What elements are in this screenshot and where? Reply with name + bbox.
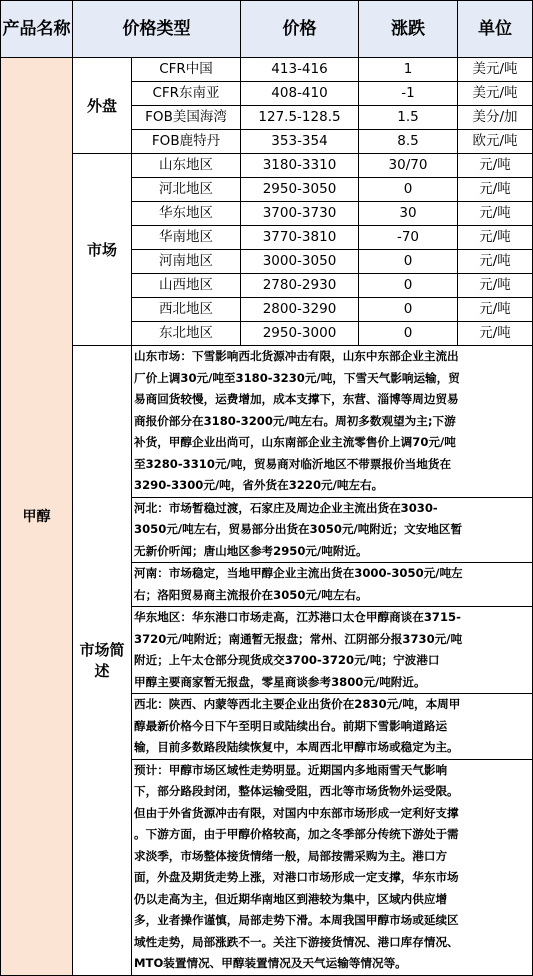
table-row xyxy=(1,58,533,82)
unit-cell: 元/吨 xyxy=(458,202,533,226)
group-market-summary: 市场简述 xyxy=(73,346,132,976)
change-cell: 0 xyxy=(359,322,458,346)
summary-line: 3720元/吨附近；南通暂无报盘；常州、江阴部分报3730元/吨 xyxy=(134,631,463,646)
summary-paragraph xyxy=(132,346,533,498)
price-cell: 2950-3050 xyxy=(241,178,359,202)
change-cell: 1 xyxy=(359,58,458,82)
change-cell: 0 xyxy=(359,178,458,202)
summary-line: 山东市场：下雪影响西北货源冲击有限，山东中东部企业主流出 xyxy=(134,349,459,363)
header-unit: 单位 xyxy=(458,1,533,58)
summary-line: 仍以走高为主，但近期华南地区到港较为集中，区域内供应增 xyxy=(134,891,448,906)
change-cell: 30 xyxy=(359,202,458,226)
summary-line: 求淡季，市场整体接货情绪一般，局部按需采购为主。港口方 xyxy=(134,848,448,863)
product-name-cell: 甲醇 xyxy=(1,58,73,976)
unit-cell: 元/吨 xyxy=(458,322,533,346)
change-cell: 0 xyxy=(359,274,458,298)
price-type-cell: 山西地区 xyxy=(132,274,241,298)
summary-paragraph xyxy=(132,607,533,694)
summary-line: 多，业者操作谨慎，局部走势下滑。本周我国甲醇市场或延续区 xyxy=(134,913,459,927)
summary-paragraph xyxy=(132,759,533,975)
summary-paragraph xyxy=(132,497,533,563)
summary-line: 3290-3300元/吨，省外货在3220元/吨左右。 xyxy=(134,478,384,492)
price-type-cell: FOB鹿特丹 xyxy=(132,130,241,154)
price-type-cell: FOB美国海湾 xyxy=(132,106,241,130)
summary-row xyxy=(1,346,533,498)
summary-line: 无新价听闻；唐山地区参考2950元/吨附近。 xyxy=(134,543,368,558)
summary-line: 右；洛阳贸易商主流报价在3050元/吨左右。 xyxy=(134,587,368,602)
summary-line: MTO装置情况、甲醇装置情况及天气运输等情况等。 xyxy=(134,956,407,970)
change-cell: 30/70 xyxy=(359,154,458,178)
price-cell: 2800-3290 xyxy=(241,298,359,322)
change-cell: 8.5 xyxy=(359,130,458,154)
unit-cell: 美分/加 xyxy=(458,106,533,130)
group-domestic-market: 市场 xyxy=(73,154,132,346)
change-cell: -70 xyxy=(359,226,458,250)
unit-cell: 欧元/吨 xyxy=(458,130,533,154)
unit-cell: 美元/吨 xyxy=(458,58,533,82)
group-outer-market: 外盘 xyxy=(73,58,132,154)
price-cell: 3000-3050 xyxy=(241,250,359,274)
change-cell: -1 xyxy=(359,82,458,106)
unit-cell: 元/吨 xyxy=(458,274,533,298)
price-type-cell: 河南地区 xyxy=(132,250,241,274)
summary-line: 商报价部分在3180-3200元/吨左右。周初多数观望为主;下游 xyxy=(134,413,456,428)
header-change: 涨跌 xyxy=(359,1,458,58)
price-cell: 408-410 xyxy=(241,82,359,106)
summary-line: 醇最新价格今日下午至明日或陆续出台。前期下雪影响道路运 xyxy=(134,718,448,733)
summary-line: 附近；上午太仓部分现货成交3700-3720元/吨；宁波港口 xyxy=(134,653,440,667)
price-type-cell: 华南地区 xyxy=(132,226,241,250)
table-body xyxy=(1,1,533,976)
price-type-cell: 西北地区 xyxy=(132,298,241,322)
price-cell: 3770-3810 xyxy=(241,226,359,250)
change-cell: 0 xyxy=(359,250,458,274)
summary-line: 厂价上调30元/吨至3180-3230元/吨，下雪天气影响运输，贸 xyxy=(134,370,460,385)
unit-cell: 美元/吨 xyxy=(458,82,533,106)
header-price: 价格 xyxy=(241,1,359,58)
summary-line: 易商回货较慢，运费增加，成本支撑下，东营、淄博等周边贸易 xyxy=(134,392,459,406)
unit-cell: 元/吨 xyxy=(458,226,533,250)
summary-line: 但由于外省货源冲击有限，对国内中东部市场形成一定利好支撑 xyxy=(134,805,459,820)
summary-line: 补货，甲醇企业出尚可，山东南部企业主流零售价上调70元/吨 xyxy=(134,435,456,449)
price-cell: 3180-3310 xyxy=(241,154,359,178)
price-type-cell: 华东地区 xyxy=(132,202,241,226)
summary-line: 至3280-3310元/吨，贸易商对临沂地区不带票报价当地货在 xyxy=(134,456,452,471)
price-cell: 2950-3000 xyxy=(241,322,359,346)
unit-cell: 元/吨 xyxy=(458,298,533,322)
header-price-type: 价格类型 xyxy=(73,1,241,58)
price-cell: 353-354 xyxy=(241,130,359,154)
unit-cell: 元/吨 xyxy=(458,154,533,178)
summary-line: 华东地区：华东港口市场走高，江苏港口太仓甲醇商谈在3715- xyxy=(134,610,461,624)
header-product-name: 产品名称 xyxy=(1,1,73,58)
change-cell: 1.5 xyxy=(359,106,458,130)
summary-line: 河北：市场暂稳过渡，石家庄及周边企业主流出货在3030- xyxy=(134,500,438,515)
price-type-cell: 山东地区 xyxy=(132,154,241,178)
summary-paragraph xyxy=(132,694,533,760)
summary-line: 下，部分路段封闭，整体运输受阻，西北等市场货物外运受限。 xyxy=(134,784,459,798)
table-row xyxy=(1,154,533,178)
summary-line: 甲醇主要商家暂无报盘，零星商谈参考3800元/吨附近。 xyxy=(134,674,426,689)
unit-cell: 元/吨 xyxy=(458,250,533,274)
summary-line: 。下游方面，由于甲醇价格较高，加之冬季部分传统下游处于需 xyxy=(134,827,459,841)
price-type-cell: 东北地区 xyxy=(132,322,241,346)
price-cell: 413-416 xyxy=(241,58,359,82)
summary-line: 预计：甲醇市场区域性走势明显。近期国内多地雨雪天气影响 xyxy=(134,762,448,777)
price-type-cell: 河北地区 xyxy=(132,178,241,202)
price-cell: 2780-2930 xyxy=(241,274,359,298)
summary-line: 域性走势，局部涨跌不一。关注下游接货情况、港口库存情况、 xyxy=(134,934,459,949)
price-type-cell: CFR东南亚 xyxy=(132,82,241,106)
price-cell: 127.5-128.5 xyxy=(241,106,359,130)
summary-paragraph xyxy=(132,563,533,607)
change-cell: 0 xyxy=(359,298,458,322)
unit-cell: 元/吨 xyxy=(458,178,533,202)
summary-line: 面，外盘及期货走势上涨，对港口市场形成一定支撑，华东市场 xyxy=(134,870,459,884)
summary-line: 输，目前多数路段陆续恢复中，本周西北甲醇市场或稳定为主。 xyxy=(134,740,459,754)
summary-line: 西北：陕西、内蒙等西北主要企业出货价在2830元/吨，本周甲 xyxy=(134,697,461,711)
price-type-cell: CFR中国 xyxy=(132,58,241,82)
price-cell: 3700-3730 xyxy=(241,202,359,226)
summary-line: 3050元/吨左右，贸易部分出货在3050元/吨附近；文安地区暂 xyxy=(134,522,463,536)
summary-line: 河南：市场稳定，当地甲醇企业主流出货在3000-3050元/吨左 xyxy=(134,566,463,580)
header-row xyxy=(1,1,533,58)
